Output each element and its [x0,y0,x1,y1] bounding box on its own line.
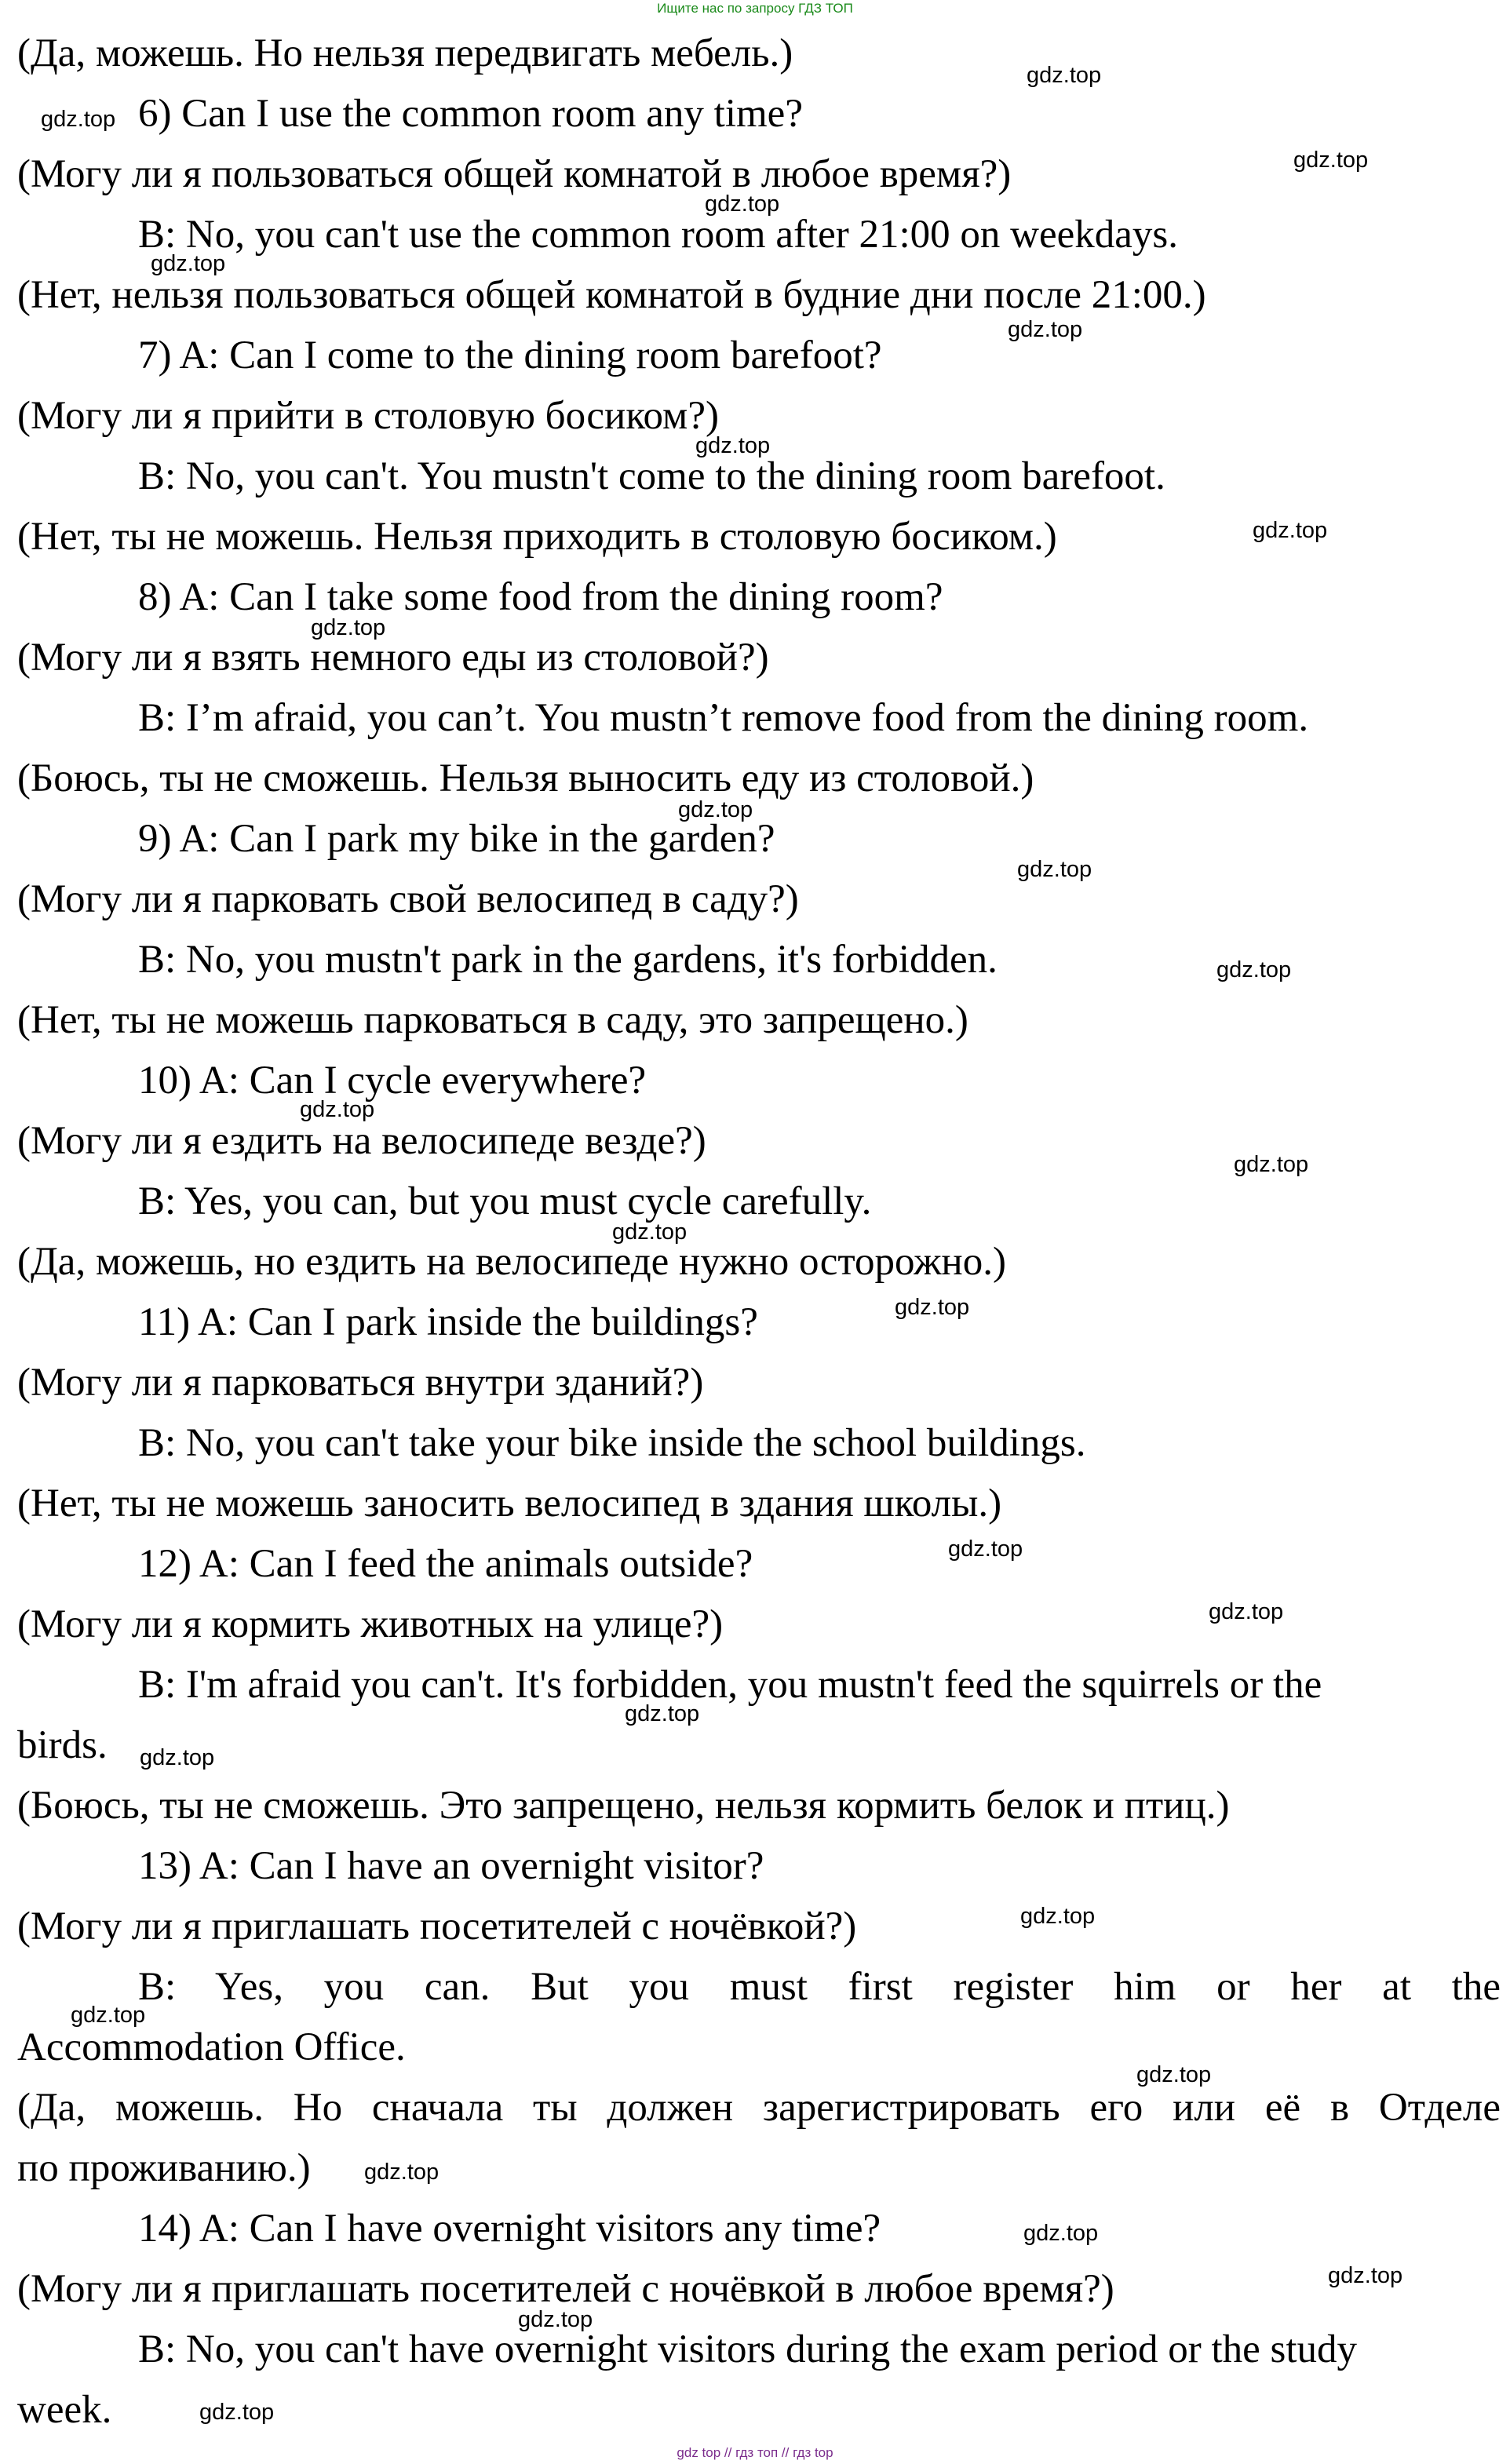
watermark: gdz.top [678,797,753,822]
text-line-12: B: I’m afraid, you can’t. You mustn’t remove food from the dining room. [138,696,1309,740]
text-line-40: week. [17,2388,112,2432]
watermark: gdz.top [1253,518,1328,543]
text-line-14: 9) A: Can I park my bike in the garden? [138,817,775,861]
watermark: gdz.top [1027,63,1102,88]
text-line-5: (Нет, нельзя пользоваться общей комнатой в будние дни после 21:00.) [17,273,1206,317]
text-line-7: (Могу ли я прийти в столовую босиком?) [17,394,719,438]
text-line-11: (Могу ли я взять немного еды из столовой?) [17,636,769,680]
text-line-36: по проживанию.) [17,2146,311,2190]
text-line-33: B: Yes, you can. But you must first register him or her at the [138,1965,1501,2009]
text-line-3: (Могу ли я пользоваться общей комнатой в любое время?) [17,152,1012,196]
text-line-37: 14) A: Can I have overnight visitors any time? [138,2207,881,2251]
watermark: gdz.top [1008,317,1083,342]
watermark: gdz.top [1328,2263,1403,2288]
text-line-38: (Могу ли я приглашать посетителей с ночёвкой в любое время?) [17,2267,1114,2311]
text-line-13: (Боюсь, ты не сможешь. Нельзя выносить еду из столовой.) [17,756,1034,800]
text-line-34: Accommodation Office. [17,2025,406,2069]
text-line-10: 8) A: Can I take some food from the dining room? [138,575,943,619]
text-line-17: (Нет, ты не можешь парковаться в саду, это запрещено.) [17,998,968,1042]
text-line-23: (Могу ли я парковаться внутри зданий?) [17,1361,704,1405]
watermark: gdz.top [705,191,780,217]
text-line-4: B: No, you can't use the common room after 21:00 on weekdays. [138,213,1178,257]
watermark: gdz.top [1023,2221,1099,2246]
text-line-28: B: I'm afraid you can't. It's forbidden, you mustn't feed the squirrels or the [138,1663,1322,1707]
watermark: gdz.top [1234,1152,1309,1177]
text-line-31: 13) A: Can I have an overnight visitor? [138,1844,764,1888]
text-line-18: 10) A: Can I cycle everywhere? [138,1059,647,1103]
watermark: gdz.top [1017,857,1092,882]
text-line-19: (Могу ли я ездить на велосипеде везде?) [17,1119,706,1163]
text-line-39: B: No, you can't have overnight visitors during the exam period or the study [138,2327,1358,2371]
watermark: gdz.top [41,107,116,132]
text-line-30: (Боюсь, ты не сможешь. Это запрещено, нельзя кормить белок и птиц.) [17,1784,1230,1828]
text-line-20: B: Yes, you can, but you must cycle carefully. [138,1179,872,1223]
top-search-banner: Ищите нас по запросу ГДЗ ТОП [657,1,853,16]
watermark: gdz.top [71,2003,146,2028]
watermark: gdz.top [1136,2062,1212,2087]
text-line-9: (Нет, ты не можешь. Нельзя приходить в столовую босиком.) [17,515,1057,559]
text-line-21: (Да, можешь, но ездить на велосипеде нужно осторожно.) [17,1240,1006,1284]
text-line-6: 7) A: Can I come to the dining room barefoot? [138,334,882,377]
text-line-26: 12) A: Can I feed the animals outside? [138,1542,753,1586]
watermark: gdz.top [1209,1599,1284,1624]
watermark: gdz.top [311,615,386,640]
watermark: gdz.top [1020,1904,1096,1929]
watermark: gdz.top [625,1701,700,1726]
watermark: gdz.top [300,1097,375,1122]
text-line-1: (Да, можешь. Но нельзя передвигать мебель.) [17,31,793,75]
watermark: gdz.top [612,1219,688,1245]
text-line-35: (Да, можешь. Но сначала ты должен зарегистрировать его или её в Отделе [17,2086,1501,2130]
text-line-8: B: No, you can't. You mustn't come to the dining room barefoot. [138,454,1165,498]
watermark: gdz.top [151,251,226,276]
watermark: gdz.top [364,2160,440,2185]
watermark: gdz.top [199,2400,275,2425]
text-line-29: birds. [17,1723,108,1767]
text-line-15: (Могу ли я парковать свой велосипед в саду?) [17,877,799,921]
text-line-24: B: No, you can't take your bike inside the school buildings. [138,1421,1086,1465]
watermark: gdz.top [948,1536,1023,1562]
text-line-25: (Нет, ты не можешь заносить велосипед в здания школы.) [17,1482,1002,1525]
text-line-2: 6) Can I use the common room any time? [138,92,803,136]
text-line-22: 11) A: Can I park inside the buildings? [138,1300,758,1344]
watermark: gdz.top [1293,148,1369,173]
watermark: gdz.top [140,1745,215,1770]
watermark: gdz.top [895,1295,970,1320]
text-line-27: (Могу ли я кормить животных на улице?) [17,1602,724,1646]
bottom-banner: gdz top // гдз топ // гдз top [677,2445,833,2460]
watermark: gdz.top [695,433,771,458]
text-line-16: B: No, you mustn't park in the gardens, it's forbidden. [138,938,998,982]
watermark: gdz.top [518,2307,593,2332]
text-line-32: (Могу ли я приглашать посетителей с ночёвкой?) [17,1904,857,1948]
watermark: gdz.top [1216,957,1292,982]
